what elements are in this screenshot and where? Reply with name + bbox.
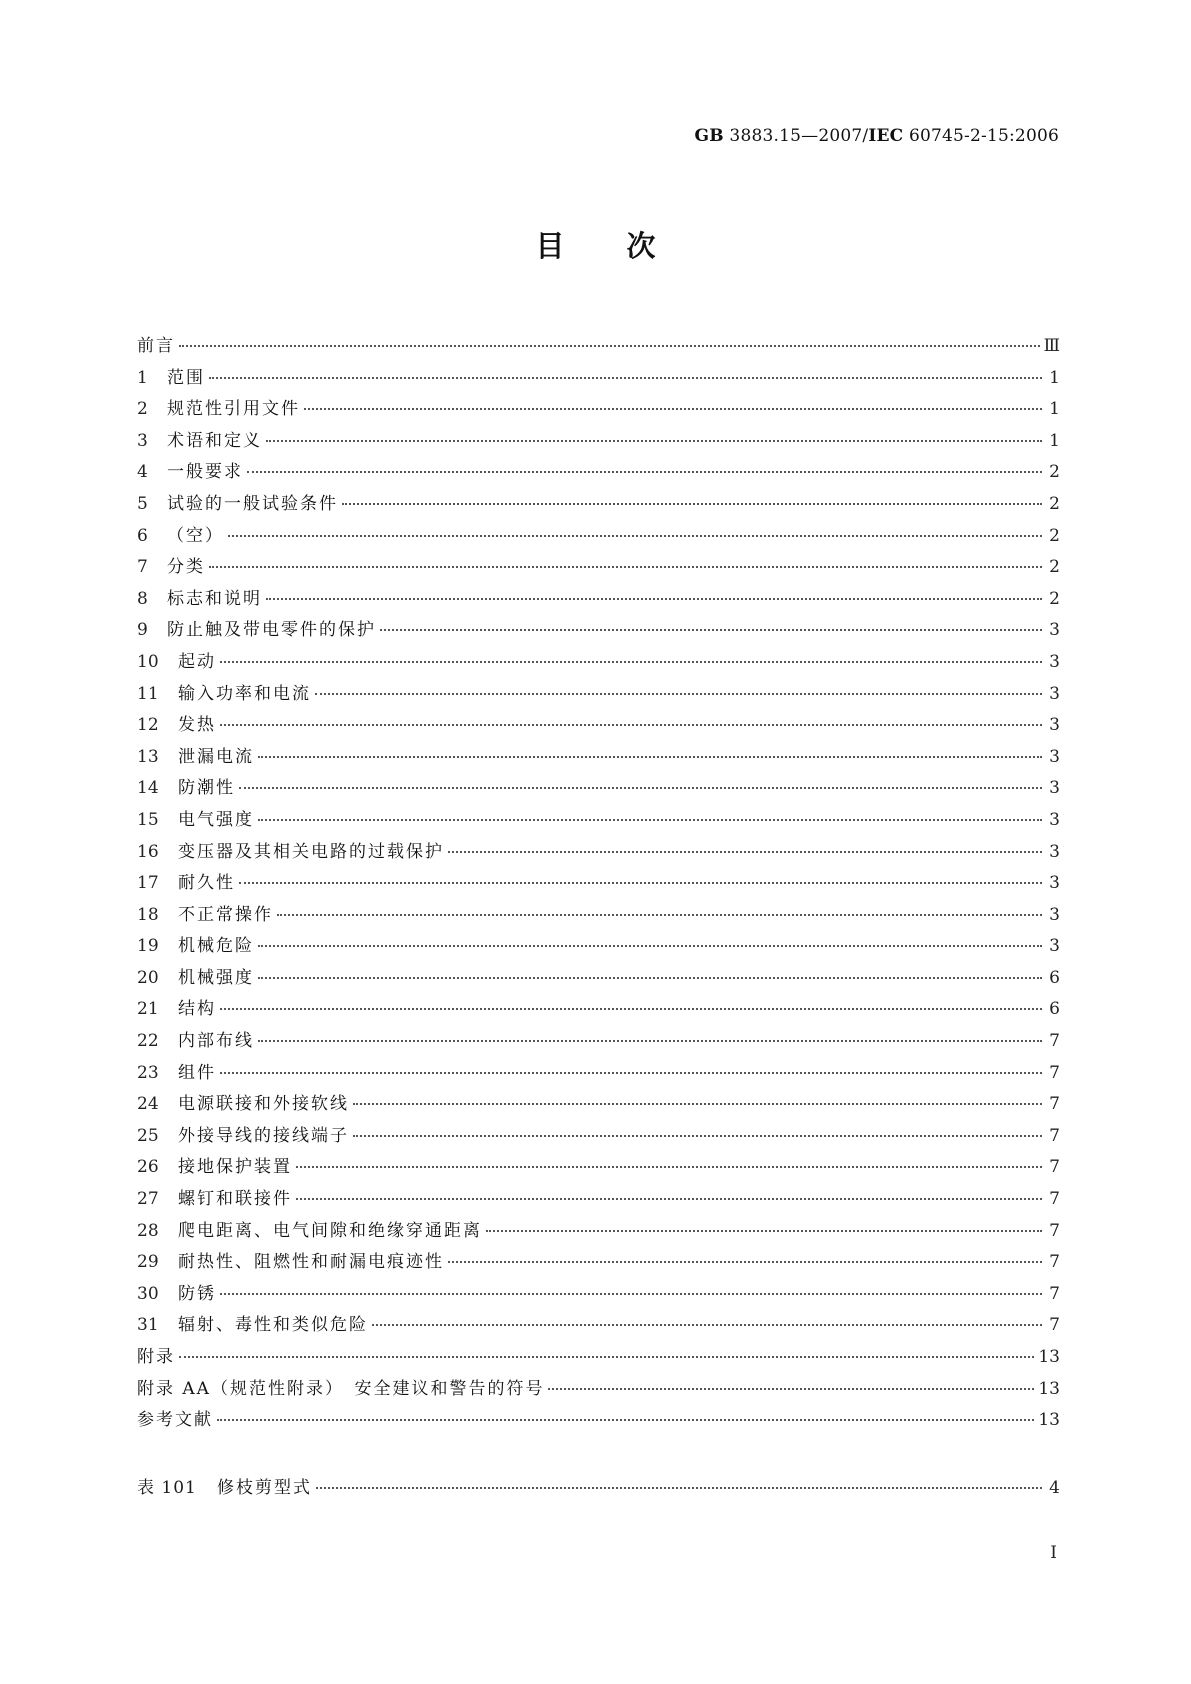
toc-entry-number: 20 <box>137 967 159 988</box>
toc-entry[interactable] <box>137 742 1060 774</box>
toc-entry-number: 2 <box>137 399 148 420</box>
toc-entry-page: 13 <box>1038 1347 1060 1367</box>
table-entry-page: 4 <box>1049 1478 1060 1498</box>
dot-leader <box>258 1040 1042 1042</box>
toc-entry[interactable] <box>137 1026 1060 1058</box>
toc-entry[interactable] <box>137 1058 1060 1090</box>
toc-entry-number: 14 <box>137 778 159 799</box>
toc-entry-title: 术语和定义 <box>167 430 262 451</box>
toc-entry[interactable] <box>137 489 1060 521</box>
toc-entry-page: 2 <box>1049 525 1060 546</box>
toc-entry-page: 3 <box>1049 841 1060 862</box>
dot-leader <box>209 377 1042 379</box>
toc-entry[interactable] <box>137 521 1060 553</box>
toc-entry-number: 18 <box>137 904 159 925</box>
toc-entry-number: 13 <box>137 746 159 767</box>
toc-entry-number: 9 <box>137 620 148 641</box>
toc-entry-number: 3 <box>137 430 148 451</box>
toc-entry-page: 1 <box>1049 399 1060 420</box>
standard-code: GB <box>694 126 724 146</box>
dot-leader <box>258 945 1042 947</box>
dot-leader <box>258 977 1042 979</box>
table-entry[interactable] <box>137 1473 1060 1505</box>
dot-leader <box>220 1072 1042 1074</box>
toc-entry-number: 29 <box>137 1252 159 1273</box>
toc-entry[interactable] <box>137 805 1060 837</box>
toc-entry[interactable] <box>137 900 1060 932</box>
toc-entry-number: 25 <box>137 1125 159 1146</box>
toc-entry-page: 7 <box>1049 1062 1060 1083</box>
toc-entry[interactable] <box>137 1374 1060 1406</box>
toc-entry-title: 耐热性、阻燃性和耐漏电痕迹性 <box>178 1252 444 1273</box>
toc-entry[interactable] <box>137 457 1060 489</box>
toc-entry-title: 防潮性 <box>178 778 235 799</box>
toc-entry[interactable] <box>137 679 1060 711</box>
toc-entry-title: 结构 <box>178 999 216 1020</box>
dot-leader <box>353 1103 1042 1105</box>
toc-entry[interactable] <box>137 1279 1060 1311</box>
dot-leader <box>179 1356 1034 1358</box>
standard-number: 3883.15—2007/ <box>723 126 869 146</box>
toc-entry-title: 外接导线的接线端子 <box>178 1125 349 1146</box>
toc-entry-title: 变压器及其相关电路的过载保护 <box>178 841 444 862</box>
dot-leader <box>209 566 1042 568</box>
toc-entry-title: 辐射、毒性和类似危险 <box>178 1315 368 1336</box>
iec-number: 60745-2-15:2006 <box>903 126 1059 146</box>
toc-entry-title: 发热 <box>178 715 216 736</box>
dot-leader <box>217 1419 1034 1421</box>
dot-leader <box>372 1324 1042 1326</box>
toc-entry-page: 7 <box>1049 1031 1060 1052</box>
toc-entry[interactable] <box>137 1247 1060 1279</box>
toc-entry[interactable] <box>137 868 1060 900</box>
dot-leader <box>342 503 1042 505</box>
toc-entry-title: 附录 <box>137 1347 175 1367</box>
dot-leader <box>380 629 1042 631</box>
dot-leader <box>448 1261 1042 1263</box>
toc-entry-page: 6 <box>1049 967 1060 988</box>
toc-entry-page: 2 <box>1049 557 1060 578</box>
toc-entry-title: 防止触及带电零件的保护 <box>167 620 376 641</box>
dot-leader <box>266 598 1042 600</box>
dot-leader <box>353 1135 1042 1137</box>
toc-entry-title: 起动 <box>178 651 216 672</box>
iec-code: IEC <box>868 126 904 146</box>
toc-entry[interactable] <box>137 394 1060 426</box>
toc-entry-number: 16 <box>137 841 159 862</box>
toc-entry-number: 15 <box>137 809 159 830</box>
toc-entry-title: 机械强度 <box>178 967 254 988</box>
toc-entry-title: 标志和说明 <box>167 588 262 609</box>
toc-entry-title: 范围 <box>167 367 205 388</box>
toc-entry-title: 分类 <box>167 557 205 578</box>
toc-entry-page: 13 <box>1038 1378 1060 1399</box>
toc-entry-title: 爬电距离、电气间隙和绝缘穿通距离 <box>178 1220 482 1241</box>
toc-entry-title: 耐久性 <box>178 873 235 894</box>
toc-entry-page: 3 <box>1049 936 1060 957</box>
toc-entry-page: 7 <box>1049 1189 1060 1210</box>
dot-leader <box>296 1198 1042 1200</box>
toc-entry-title: 接地保护装置 <box>178 1157 292 1178</box>
toc-entry-number: 1 <box>137 367 148 388</box>
toc-entry[interactable] <box>137 994 1060 1026</box>
toc-entry[interactable] <box>137 552 1060 584</box>
toc-entry-number: 30 <box>137 1283 159 1304</box>
toc-entry[interactable] <box>137 963 1060 995</box>
toc-entry-number: 11 <box>137 683 159 704</box>
toc-entry-title: 规范性引用文件 <box>167 399 300 420</box>
toc-entry-page: 13 <box>1038 1410 1060 1431</box>
toc-entry-page: 1 <box>1049 367 1060 388</box>
dot-leader <box>220 1008 1042 1010</box>
toc-entry-page: 7 <box>1049 1283 1060 1304</box>
toc-entry-number: 8 <box>137 588 148 609</box>
toc-entry-page: 3 <box>1049 904 1060 925</box>
toc-entry-number: 6 <box>137 525 148 546</box>
toc-entry[interactable] <box>137 1089 1060 1121</box>
toc-entry-title: 螺钉和联接件 <box>178 1189 292 1210</box>
toc-entry-title: 机械危险 <box>178 936 254 957</box>
dot-leader <box>220 724 1042 726</box>
toc-entry-title: 参考文献 <box>137 1410 213 1431</box>
toc-entry-page: 3 <box>1049 715 1060 736</box>
toc-entry-number: 23 <box>137 1062 159 1083</box>
toc-entry[interactable] <box>137 837 1060 869</box>
toc-entry-page: 3 <box>1049 809 1060 830</box>
toc-entry-page: 6 <box>1049 999 1060 1020</box>
toc-entry-title: 输入功率和电流 <box>178 683 311 704</box>
toc-entry-number: 4 <box>137 462 148 483</box>
toc-entry-page: 7 <box>1049 1157 1060 1178</box>
toc-entry-page: 7 <box>1049 1125 1060 1146</box>
toc-entry[interactable] <box>137 1310 1060 1342</box>
toc-entry-page: 3 <box>1049 683 1060 704</box>
toc-entry[interactable] <box>137 931 1060 963</box>
toc-entry-title: 泄漏电流 <box>178 746 254 767</box>
toc-entry[interactable] <box>137 615 1060 647</box>
table-of-contents <box>137 331 1060 1437</box>
toc-entry-title: （空） <box>167 525 224 546</box>
table-entry-title: 修枝剪型式 <box>217 1478 312 1498</box>
dot-leader <box>220 1293 1042 1295</box>
dot-leader <box>448 851 1042 853</box>
toc-entry-page: 3 <box>1049 778 1060 799</box>
toc-entry-page: 2 <box>1049 462 1060 483</box>
list-of-tables <box>137 1473 1060 1505</box>
toc-entry-page: 3 <box>1049 746 1060 767</box>
toc-entry-title: 内部布线 <box>178 1031 254 1052</box>
toc-entry[interactable] <box>137 1342 1060 1374</box>
dot-leader <box>258 756 1042 758</box>
toc-entry[interactable] <box>137 1121 1060 1153</box>
dot-leader <box>266 440 1042 442</box>
dot-leader <box>316 1487 1042 1489</box>
toc-entry-title: 前言 <box>137 336 175 356</box>
dot-leader <box>258 819 1042 821</box>
dot-leader <box>239 787 1042 789</box>
dot-leader <box>179 345 1040 347</box>
dot-leader <box>304 408 1042 410</box>
toc-entry[interactable] <box>137 426 1060 458</box>
dot-leader <box>486 1230 1042 1232</box>
toc-entry[interactable] <box>137 1216 1060 1248</box>
toc-entry-page: Ⅲ <box>1043 336 1060 356</box>
toc-entry-page: 7 <box>1049 1220 1060 1241</box>
toc-entry-title: 防锈 <box>178 1283 216 1304</box>
dot-leader <box>228 535 1042 537</box>
dot-leader <box>315 693 1042 695</box>
toc-entry-page: 3 <box>1049 873 1060 894</box>
toc-entry-page: 7 <box>1049 1094 1060 1115</box>
dot-leader <box>296 1166 1042 1168</box>
toc-entry-number: 21 <box>137 999 159 1020</box>
toc-entry[interactable] <box>137 710 1060 742</box>
dot-leader <box>239 882 1042 884</box>
toc-entry-title: 组件 <box>178 1062 216 1083</box>
toc-entry-page: 1 <box>1049 430 1060 451</box>
dot-leader <box>277 914 1042 916</box>
toc-entry-title: 电气强度 <box>178 809 254 830</box>
toc-entry-page: 7 <box>1049 1315 1060 1336</box>
dot-leader <box>247 471 1042 473</box>
toc-entry-number: 5 <box>137 493 148 514</box>
toc-entry-number: 31 <box>137 1315 159 1336</box>
toc-entry-title: 试验的一般试验条件 <box>167 493 338 514</box>
toc-entry-page: 7 <box>1049 1252 1060 1273</box>
toc-entry[interactable] <box>137 584 1060 616</box>
toc-entry[interactable] <box>137 1184 1060 1216</box>
dot-leader <box>548 1388 1034 1390</box>
toc-entry-number: 24 <box>137 1094 159 1115</box>
toc-entry-page: 2 <box>1049 493 1060 514</box>
toc-entry-page: 2 <box>1049 588 1060 609</box>
toc-entry-title: 电源联接和外接软线 <box>178 1094 349 1115</box>
toc-entry-page: 3 <box>1049 620 1060 641</box>
toc-entry[interactable] <box>137 331 1060 363</box>
toc-entry-page: 3 <box>1049 651 1060 672</box>
toc-entry[interactable] <box>137 1152 1060 1184</box>
toc-entry[interactable] <box>137 647 1060 679</box>
toc-entry-number: 19 <box>137 936 159 957</box>
toc-entry-number: 7 <box>137 557 148 578</box>
toc-entry-number: 12 <box>137 715 159 736</box>
page-number: Ⅰ <box>1050 1543 1057 1563</box>
standard-number-header <box>695 126 1059 146</box>
toc-entry-number: 22 <box>137 1031 159 1052</box>
dot-leader <box>220 661 1042 663</box>
toc-entry-title: 不正常操作 <box>178 904 273 925</box>
toc-entry-title: 一般要求 <box>167 462 243 483</box>
toc-entry-number: 27 <box>137 1189 159 1210</box>
table-entry-number: 表 101 <box>137 1478 197 1498</box>
toc-entry[interactable] <box>137 773 1060 805</box>
page-title: 目次 <box>535 229 718 263</box>
toc-entry-number: 17 <box>137 873 159 894</box>
toc-entry-number: 26 <box>137 1157 159 1178</box>
toc-entry-title: 附录 AA（规范性附录） 安全建议和警告的符号 <box>137 1378 545 1399</box>
toc-entry[interactable] <box>137 363 1060 395</box>
toc-entry[interactable] <box>137 1405 1060 1437</box>
toc-entry-number: 10 <box>137 651 159 672</box>
toc-entry-number: 28 <box>137 1220 159 1241</box>
